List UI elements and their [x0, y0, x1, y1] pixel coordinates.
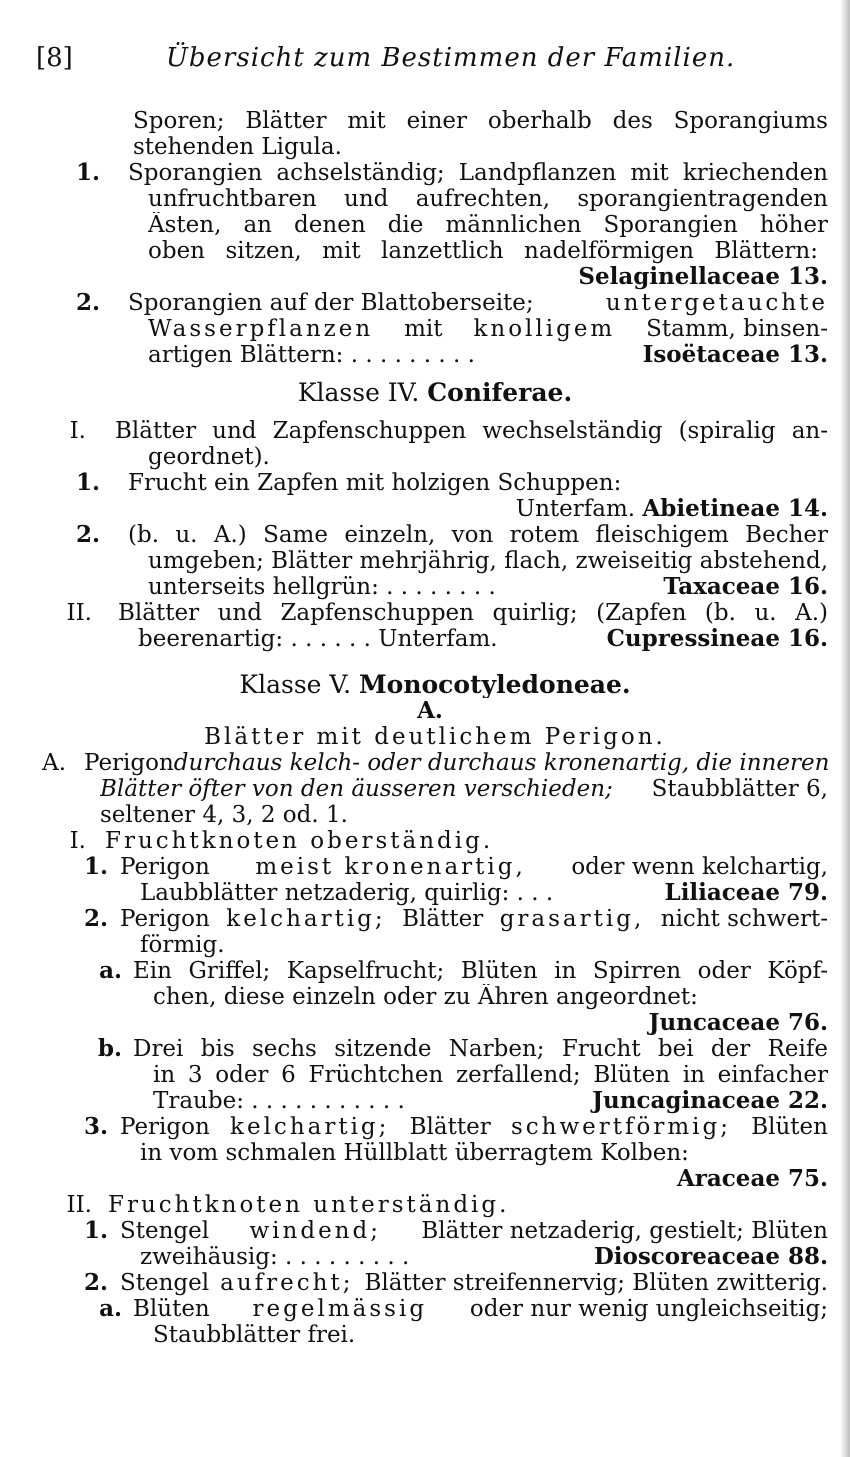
- text-line: Blätter und Zapfenschuppen quirlig; (Zapfen (b. u. A.): [118, 600, 828, 626]
- entry-number: 2.: [83, 906, 108, 932]
- page-body: [0, 108, 840, 1348]
- text-span: Staubblätter 6,: [651, 776, 828, 802]
- text-span: Perigon: [84, 750, 174, 776]
- entry-number: 3.: [83, 1114, 108, 1140]
- key-entry: [0, 600, 840, 626]
- text-line: Drei bis sechs sitzende Narben; Frucht bei der Reife: [133, 1036, 828, 1062]
- entry-number: 1.: [83, 854, 108, 880]
- entry-number: II.: [66, 1192, 92, 1218]
- text-line: in 3 oder 6 Früchtchen zerfallend; Blüten in einfacher: [153, 1062, 828, 1088]
- text-span: Blüten: [751, 1114, 828, 1140]
- entry-number: b.: [97, 1036, 122, 1062]
- spaced-text: grasartig,: [499, 906, 645, 932]
- text-line: Ästen, an denen die männlichen Sporangien höher: [148, 212, 828, 238]
- text-line: Ein Griffel; Kapselfrucht; Blüten in Spirren oder Köpf-: [133, 958, 828, 984]
- class-heading: [0, 672, 850, 698]
- text-line: seltener 4, 3, 2 od. 1.: [100, 802, 348, 828]
- text-line: umgeben; Blätter mehrjährig, flach, zweiseitig abstehend,: [148, 548, 828, 574]
- text-span: oder wenn kelchartig,: [571, 854, 828, 880]
- key-entry: [0, 958, 840, 984]
- entry-number: A.: [42, 750, 66, 776]
- text-span: Stengel: [120, 1270, 210, 1296]
- running-title: Übersicht zum Bestimmen der Familien.: [166, 43, 736, 73]
- text-line: stehenden Ligula.: [133, 134, 342, 160]
- text-line: Sporen; Blätter mit einer oberhalb des Sporangiums: [133, 108, 828, 134]
- spaced-text: untergetauchte: [605, 290, 828, 316]
- key-entry: [0, 906, 840, 932]
- class-heading: [0, 380, 850, 406]
- text-line: [140, 880, 828, 906]
- text-span: Blätter: [402, 906, 484, 932]
- entry-number: 1.: [75, 160, 100, 186]
- running-header: [36, 40, 816, 76]
- spaced-text: Wasserpflanzen: [148, 316, 374, 342]
- key-entry: [0, 750, 840, 776]
- text-span: unterseits hellgrün: . . . . . . . .: [148, 574, 496, 600]
- heading-label: Klasse IV.: [297, 380, 420, 406]
- spacer: [0, 652, 840, 672]
- spaced-text: aufrecht;: [220, 1270, 354, 1296]
- text-span: Unterfam.: [515, 496, 636, 522]
- text-line: [100, 776, 828, 802]
- entry-number: 2.: [75, 290, 100, 316]
- family-name: Taxaceae 16.: [663, 574, 828, 600]
- entry-number: I.: [69, 828, 86, 854]
- text-span: Laubblätter netzaderig, quirlig: . . .: [140, 880, 554, 906]
- spacer: [0, 406, 840, 418]
- spaced-text: Fruchtknoten unterständig.: [108, 1192, 510, 1218]
- entry-number: 1.: [83, 1218, 108, 1244]
- key-entry: [0, 1114, 840, 1140]
- section-letter: A.: [417, 698, 443, 724]
- text-span: oder nur wenig ungleichseitig;: [469, 1296, 828, 1322]
- family-name: Juncaginaceae 22.: [592, 1088, 828, 1114]
- text-span: Blätter: [409, 1114, 491, 1140]
- spaced-text: knolligem: [473, 316, 616, 342]
- key-entry: [0, 1192, 840, 1218]
- spacer: [0, 368, 840, 380]
- spaced-text: meist kronenartig,: [255, 854, 526, 880]
- heading-label: Klasse V.: [239, 672, 352, 698]
- text-line: oben sitzen, mit lanzettlich nadelförmigen Blättern:: [148, 238, 818, 264]
- key-entry: [0, 470, 840, 496]
- text-line: Sporangien achselständig; Landpflanzen mit kriechenden: [128, 160, 828, 186]
- text-span: beerenartig: . . . . . . Unterfam.: [138, 626, 498, 652]
- text-span: Perigon: [120, 854, 210, 880]
- family-name: Juncaceae 76.: [648, 1010, 828, 1036]
- key-entry: [0, 290, 840, 316]
- spaced-text: regelmässig: [252, 1296, 428, 1322]
- text-span: artigen Blättern: . . . . . . . . .: [148, 342, 475, 368]
- key-entry: [0, 522, 840, 548]
- text-span: zweihäusig: . . . . . . . . .: [140, 1244, 410, 1270]
- entry-number: I.: [69, 418, 86, 444]
- family-name: Cupressineae 16.: [606, 626, 828, 652]
- text-span: nicht schwert-: [660, 906, 828, 932]
- key-entry: [0, 828, 840, 854]
- spaced-text: kelchartig;: [226, 906, 386, 932]
- key-entry: [0, 1270, 840, 1296]
- family-name: Isoëtaceae 13.: [642, 342, 828, 368]
- key-entry: [0, 854, 840, 880]
- text-line: [148, 342, 828, 368]
- family-name: Abietineae 14.: [642, 496, 828, 522]
- family-name: Liliaceae 79.: [664, 880, 828, 906]
- key-entry: [0, 1218, 840, 1244]
- text-line: [153, 1088, 828, 1114]
- section-title: Blätter mit deutlichem Perigon.: [204, 724, 666, 750]
- italic-text: Blätter öfter von den äusseren verschieden;: [100, 776, 613, 802]
- spaced-text: kelchartig;: [230, 1114, 390, 1140]
- heading-name: Monocotyledoneae.: [358, 672, 631, 698]
- key-entry: [0, 160, 840, 186]
- text-line: chen, diese einzeln oder zu Ähren angeordnet:: [153, 984, 698, 1010]
- key-entry: [0, 1296, 840, 1322]
- text-span: Blätter netzaderig, gestielt; Blüten: [421, 1218, 828, 1244]
- entry-number: a.: [99, 1296, 122, 1322]
- spaced-text: windend;: [249, 1218, 381, 1244]
- text-line: förmig.: [140, 932, 225, 958]
- text-line: [148, 574, 828, 600]
- text-span: Perigon: [120, 906, 210, 932]
- text-line: [140, 1244, 828, 1270]
- text-span: Sporangien auf der Blattoberseite;: [128, 290, 534, 316]
- entry-number: 2.: [75, 522, 100, 548]
- text-line: Frucht ein Zapfen mit holzigen Schuppen:: [128, 470, 622, 496]
- italic-text: durchaus kelch- oder durchaus kronenartig, die inneren: [173, 750, 830, 776]
- heading-name: Coniferae.: [427, 380, 573, 406]
- text-line: [148, 316, 828, 342]
- text-span: Blüten: [133, 1296, 210, 1322]
- entry-number: II.: [66, 600, 92, 626]
- text-line: geordnet).: [148, 444, 270, 470]
- text-line: [138, 626, 828, 652]
- entry-number: a.: [99, 958, 122, 984]
- family-name: Araceae 75.: [676, 1166, 828, 1192]
- text-line: in vom schmalen Hüllblatt überragtem Kolben:: [140, 1140, 689, 1166]
- text-span: Blätter streifennervig; Blüten zwitterig.: [364, 1270, 828, 1296]
- spaced-text: schwertförmig;: [510, 1114, 731, 1140]
- entry-number: 2.: [83, 1270, 108, 1296]
- text-span: Traube: . . . . . . . . . . .: [153, 1088, 405, 1114]
- text-span: Perigon: [120, 1114, 210, 1140]
- page-number: [8]: [36, 43, 73, 73]
- text-line: Staubblätter frei.: [153, 1322, 356, 1348]
- text-line: unfruchtbaren und aufrechten, sporangientragenden: [148, 186, 828, 212]
- text-span: mit: [404, 316, 443, 342]
- text-span: Stengel: [120, 1218, 210, 1244]
- spaced-text: Fruchtknoten oberständig.: [105, 828, 494, 854]
- key-entry: [0, 1036, 840, 1062]
- key-entry: [0, 418, 840, 444]
- text-span: Stamm, binsen-: [646, 316, 828, 342]
- text-line: [0, 496, 828, 522]
- family-name: Selaginellaceae 13.: [578, 264, 828, 290]
- family-name: Dioscoreaceae 88.: [593, 1244, 828, 1270]
- text-line: Blätter und Zapfenschuppen wechselständig (spiralig an-: [115, 418, 828, 444]
- entry-number: 1.: [75, 470, 100, 496]
- text-line: (b. u. A.) Same einzeln, von rotem fleischigem Becher: [128, 522, 828, 548]
